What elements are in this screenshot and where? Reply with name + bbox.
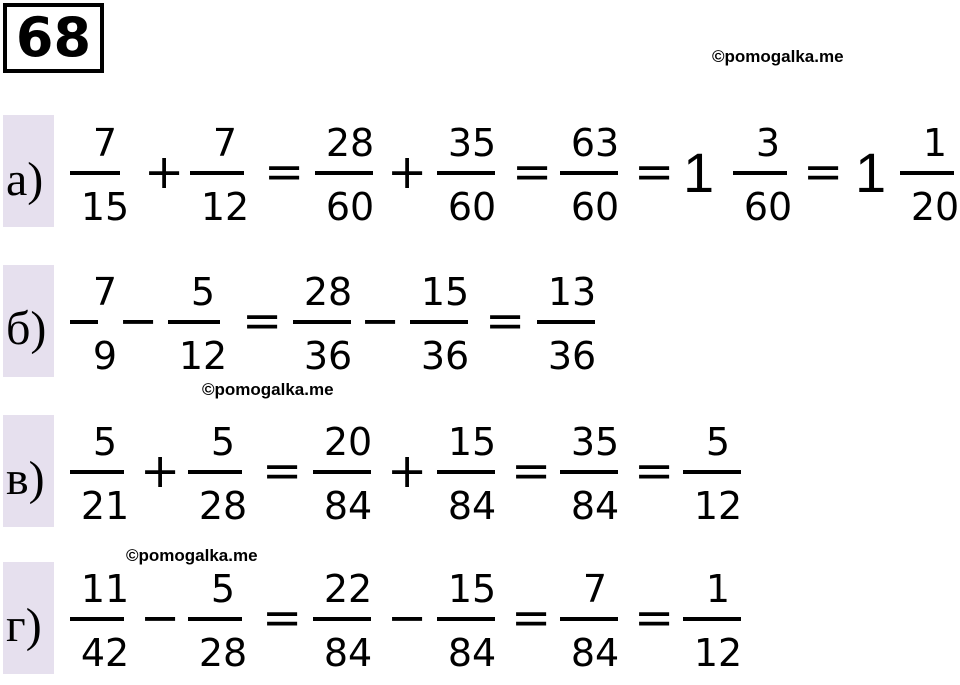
- denominator: 28: [198, 484, 248, 528]
- item-label: г): [6, 599, 42, 652]
- denominator: 84: [570, 484, 620, 528]
- numerator: 7: [92, 270, 118, 314]
- denominator: 84: [447, 631, 497, 675]
- operator: −: [140, 590, 181, 646]
- operator: =: [634, 144, 675, 200]
- fraction-bar: [70, 171, 120, 175]
- operator: +: [140, 443, 181, 499]
- fraction-bar: [70, 320, 98, 324]
- fraction-bar: [188, 470, 242, 474]
- fraction-bar: [560, 617, 618, 621]
- operator: =: [634, 443, 675, 499]
- numerator: 11: [80, 567, 130, 611]
- numerator: 5: [210, 420, 236, 464]
- equation-row-v: [0, 412, 960, 538]
- numerator: 5: [190, 270, 216, 314]
- numerator: 20: [323, 420, 373, 464]
- denominator: 60: [447, 185, 497, 229]
- operator: −: [387, 590, 428, 646]
- operator: =: [262, 443, 303, 499]
- numerator: 5: [92, 420, 118, 464]
- numerator: 35: [570, 420, 620, 464]
- numerator: 22: [323, 567, 373, 611]
- denominator: 60: [325, 185, 375, 229]
- numerator: 15: [447, 567, 497, 611]
- item-label: а): [6, 153, 44, 206]
- denominator: 36: [547, 334, 597, 378]
- numerator: 3: [755, 121, 781, 165]
- equation-row-b: [0, 262, 960, 388]
- fraction-bar: [560, 470, 618, 474]
- operator: =: [264, 144, 305, 200]
- denominator: 9: [92, 334, 118, 378]
- operator: =: [511, 443, 552, 499]
- denominator: 42: [80, 631, 130, 675]
- denominator: 15: [80, 185, 130, 229]
- watermark: ©pomogalka.me: [202, 380, 334, 399]
- fraction-bar: [313, 617, 371, 621]
- fraction-bar: [410, 320, 468, 324]
- denominator: 84: [570, 631, 620, 675]
- denominator: 12: [693, 631, 743, 675]
- numerator: 7: [582, 567, 608, 611]
- denominator: 36: [303, 334, 353, 378]
- problem-number: 68: [3, 3, 104, 73]
- denominator: 84: [447, 484, 497, 528]
- item-label: в): [6, 452, 45, 505]
- fraction-bar: [70, 470, 124, 474]
- fraction-bar: [900, 171, 954, 175]
- fraction-bar: [733, 171, 787, 175]
- denominator: 21: [80, 484, 130, 528]
- item-label: б): [6, 302, 47, 355]
- denominator: 12: [693, 484, 743, 528]
- fraction-bar: [437, 470, 495, 474]
- numerator: 15: [420, 270, 470, 314]
- equation-row-a: [0, 113, 960, 239]
- numerator: 5: [210, 567, 236, 611]
- operator: −: [118, 293, 159, 349]
- whole-part: 1: [683, 141, 715, 204]
- denominator: 84: [323, 484, 373, 528]
- denominator: 12: [200, 185, 250, 229]
- whole-part: 1: [855, 141, 887, 204]
- denominator: 36: [420, 334, 470, 378]
- fraction-bar: [70, 617, 124, 621]
- fraction-bar: [313, 470, 371, 474]
- fraction-bar: [168, 320, 220, 324]
- denominator: 60: [743, 185, 793, 229]
- operator: =: [485, 293, 526, 349]
- fraction-bar: [437, 171, 495, 175]
- denominator: 28: [198, 631, 248, 675]
- denominator: 20: [910, 185, 960, 229]
- fraction-bar: [188, 617, 242, 621]
- watermark: ©pomogalka.me: [712, 47, 844, 66]
- fraction-bar: [437, 617, 495, 621]
- denominator: 12: [178, 334, 228, 378]
- numerator: 28: [325, 121, 375, 165]
- numerator: 5: [705, 420, 731, 464]
- operator: =: [803, 144, 844, 200]
- operator: =: [262, 590, 303, 646]
- fraction-bar: [683, 470, 741, 474]
- operator: +: [387, 144, 428, 200]
- numerator: 35: [447, 121, 497, 165]
- watermark: ©pomogalka.me: [126, 546, 258, 565]
- denominator: 60: [570, 185, 620, 229]
- operator: =: [512, 144, 553, 200]
- fraction-bar: [190, 171, 244, 175]
- numerator: 13: [547, 270, 597, 314]
- fraction-bar: [683, 617, 741, 621]
- operator: +: [387, 443, 428, 499]
- numerator: 1: [705, 567, 731, 611]
- operator: +: [144, 144, 185, 200]
- operator: −: [360, 293, 401, 349]
- fraction-bar: [537, 320, 595, 324]
- fraction-bar: [293, 320, 351, 324]
- numerator: 1: [922, 121, 948, 165]
- fraction-bar: [560, 171, 618, 175]
- numerator: 7: [212, 121, 238, 165]
- numerator: 15: [447, 420, 497, 464]
- numerator: 28: [303, 270, 353, 314]
- fraction-bar: [315, 171, 373, 175]
- numerator: 7: [92, 121, 118, 165]
- numerator: 63: [570, 121, 620, 165]
- operator: =: [511, 590, 552, 646]
- denominator: 84: [323, 631, 373, 675]
- operator: =: [634, 590, 675, 646]
- operator: =: [242, 293, 283, 349]
- equation-row-g: [0, 559, 960, 685]
